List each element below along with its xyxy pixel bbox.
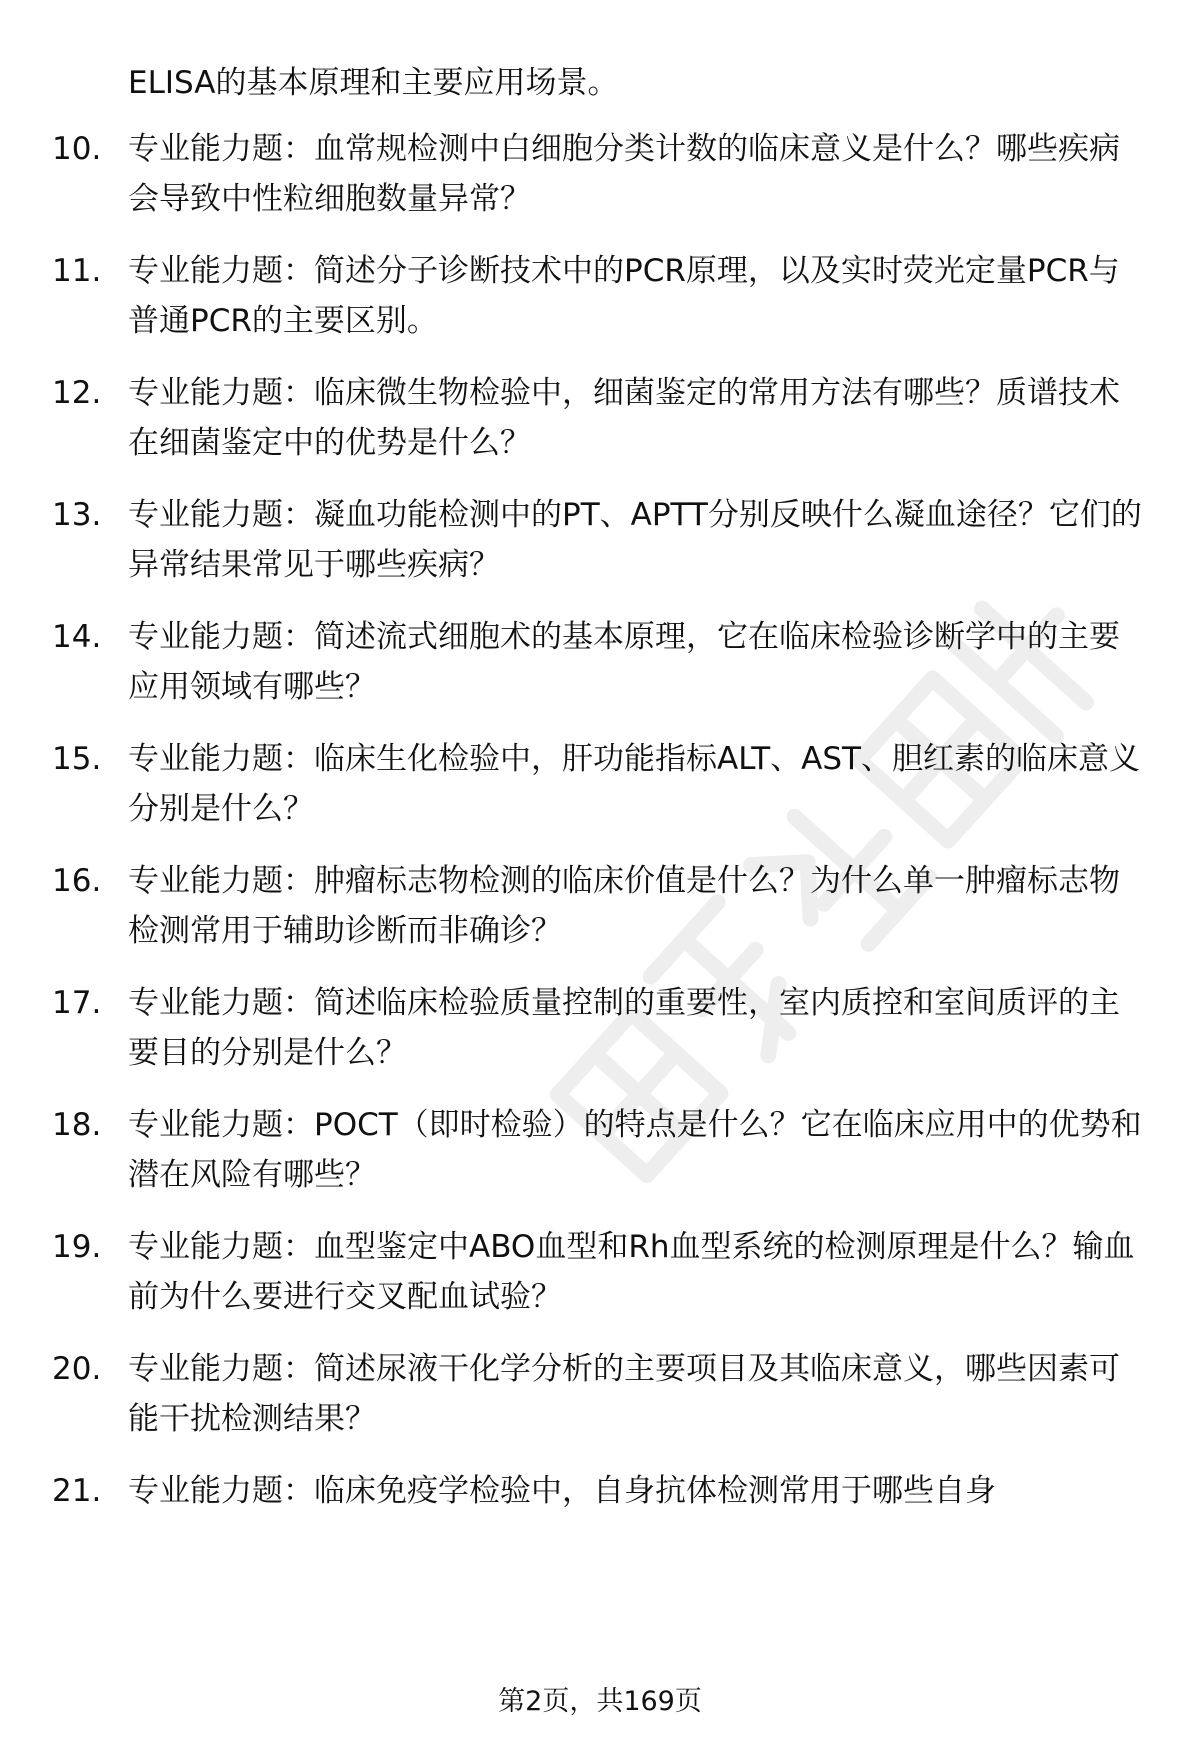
page-footer: 第2页，共169页: [498, 1686, 702, 1717]
question-text: 专业能力题：临床免疫学检验中，自身抗体检测常用于哪些自身: [128, 1473, 996, 1509]
question-text: 专业能力题：简述临床检验质量控制的重要性，室内质控和室间质评的主要目的分别是什么？: [128, 985, 1120, 1071]
question-number: 13.: [52, 497, 102, 533]
question-text: 专业能力题：简述尿液干化学分析的主要项目及其临床意义，哪些因素可能干扰检测结果？: [128, 1351, 1120, 1437]
question-text: 专业能力题：简述流式细胞术的基本原理，它在临床检验诊断学中的主要应用领域有哪些？: [128, 619, 1120, 705]
question-number: 17.: [52, 985, 102, 1021]
question-number: 21.: [52, 1473, 102, 1509]
question-text: 专业能力题：临床生化检验中，肝功能指标ALT、AST、胆红素的临床意义分别是什么？: [128, 741, 1140, 827]
question-number: 12.: [52, 375, 102, 411]
question-number: 18.: [52, 1107, 102, 1143]
question-text: 专业能力题：血常规检测中白细胞分类计数的临床意义是什么？哪些疾病会导致中性粒细胞数量异常？: [128, 131, 1120, 217]
question-text: 专业能力题：凝血功能检测中的PT、APTT分别反映什么凝血途径？它们的异常结果常见于哪些疾病？: [128, 497, 1142, 583]
question-text: 专业能力题：血型鉴定中ABO血型和Rh血型系统的检测原理是什么？输血前为什么要进行交叉配血试验？: [128, 1229, 1135, 1315]
question-text: 专业能力题：肿瘤标志物检测的临床价值是什么？为什么单一肿瘤标志物检测常用于辅助诊断而非确诊？: [128, 863, 1120, 949]
question-number: 10.: [52, 131, 102, 167]
question-number: 14.: [52, 619, 102, 655]
continuation-text: ELISA的基本原理和主要应用场景。: [128, 65, 619, 101]
question-text: 专业能力题：临床微生物检验中，细菌鉴定的常用方法有哪些？质谱技术在细菌鉴定中的优势是什么？: [128, 375, 1120, 461]
question-number: 15.: [52, 741, 102, 777]
question-number: 20.: [52, 1351, 102, 1387]
question-text: 专业能力题：POCT（即时检验）的特点是什么？它在临床应用中的优势和潜在风险有哪些？: [128, 1107, 1142, 1193]
question-number: 19.: [52, 1229, 102, 1265]
question-number: 16.: [52, 863, 102, 899]
question-number: 11.: [52, 253, 102, 289]
question-text: 专业能力题：简述分子诊断技术中的PCR原理，以及实时荧光定量PCR与普通PCR的主要区别。: [128, 253, 1120, 339]
